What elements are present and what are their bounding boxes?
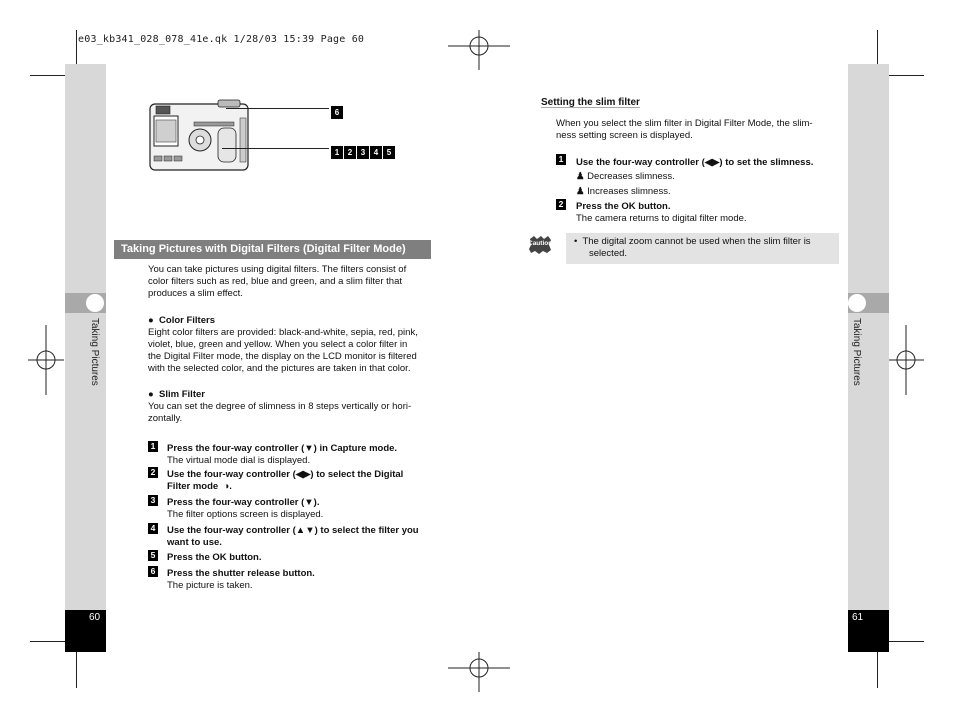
step-instruction: Press the OK button. [167, 552, 262, 563]
text-line: ness setting screen is displayed. [556, 130, 693, 141]
crop-mark [877, 652, 878, 688]
step-2 [148, 467, 438, 493]
step-3 [148, 495, 438, 521]
callout-line-bottom [222, 148, 329, 149]
callout-line-top [226, 108, 329, 109]
step-instruction-cont: want to use. [167, 537, 222, 548]
registration-mark-bottom [448, 652, 510, 692]
step-number: 2 [148, 467, 158, 478]
step-4 [148, 523, 438, 549]
callout-number: 2 [344, 146, 356, 159]
print-slug: e03_kb341_028_078_41e.qk 1/28/03 15:39 Page 60 [78, 34, 365, 45]
callout-number: 4 [370, 146, 382, 159]
right-heading: Setting the slim filter [541, 97, 640, 108]
step-result: The camera returns to digital filter mode. [576, 213, 747, 224]
registration-mark-left [28, 325, 64, 395]
step-instruction: Press the shutter release button. [167, 568, 315, 579]
text-line: You can take pictures using digital filters. The filters consist of [148, 264, 407, 275]
crop-mark [76, 652, 77, 688]
registration-mark-top [448, 30, 510, 70]
callout-number: 1 [331, 146, 343, 159]
step-number: 1 [148, 441, 158, 452]
caution-text [574, 236, 834, 260]
subheading: Color Filters [159, 315, 215, 326]
slim-filter-title [148, 389, 205, 401]
text-line: The digital zoom cannot be used when the slim filter is [582, 236, 811, 247]
right-step-1 [556, 154, 841, 198]
increase-row [576, 186, 841, 198]
registration-mark-right [888, 325, 924, 395]
bullet-icon: • [574, 236, 578, 247]
caution-box [566, 233, 839, 264]
caution-label: Caution [528, 240, 553, 247]
step-number: 6 [148, 566, 158, 577]
step-number: 1 [556, 154, 566, 165]
text-line: produces a slim effect. [148, 288, 243, 299]
step-instruction: Use the four-way controller (▲▼) to select the filter you [167, 525, 419, 536]
step-instruction: Press the four-way controller (▼). [167, 497, 320, 508]
right-page-number: 61 [852, 612, 864, 623]
step-result: The picture is taken. [167, 580, 253, 591]
slim-filter-text [148, 401, 438, 425]
left-tab-circle [86, 294, 104, 312]
step-number: 2 [556, 199, 566, 210]
text-line: zontally. [148, 413, 183, 424]
text-line: Filter mode [167, 481, 219, 492]
step-result: The virtual mode dial is displayed. [167, 455, 311, 466]
step-result: The filter options screen is displayed. [167, 509, 324, 520]
callout-number: 6 [331, 106, 343, 119]
decrease-row [576, 171, 841, 183]
camera-back-illustration [148, 98, 252, 178]
text-line: Decreases slimness. [587, 171, 675, 182]
color-filters-text [148, 327, 438, 375]
person-wide-icon: ♟ [576, 186, 585, 197]
callout-labels-top [331, 102, 343, 120]
right-step-2 [556, 199, 841, 225]
text-line: You can set the degree of slimness in 8 steps vertically or hori- [148, 401, 412, 412]
text-line: Increases slimness. [587, 186, 671, 197]
bullet-icon: ● [148, 389, 154, 400]
right-side-label: Taking Pictures [851, 318, 862, 386]
subheading: Slim Filter [159, 389, 205, 400]
text-line: When you select the slim filter in Digital Filter Mode, the slim- [556, 118, 813, 129]
digital-filter-icon: ◑ [223, 481, 230, 492]
crop-mark [76, 30, 77, 64]
step-instruction: Use the four-way controller (◀▶) to set the slimness. [576, 157, 814, 168]
text-line: selected. [589, 248, 628, 259]
step-number: 4 [148, 523, 158, 534]
text-line: color filters such as red, blue and green, and a slim filter that [148, 276, 402, 287]
left-page-number: 60 [89, 612, 101, 623]
bullet-icon: ● [148, 315, 154, 326]
step-1 [148, 441, 438, 467]
left-side-label: Taking Pictures [89, 318, 100, 386]
step-number: 5 [148, 550, 158, 561]
text-line: with the selected color, and the pictures are taken in that color. [148, 363, 411, 374]
callout-number: 5 [383, 146, 395, 159]
callout-number: 3 [357, 146, 369, 159]
step-instruction-cont [167, 481, 438, 493]
person-slim-icon: ♟ [576, 171, 585, 182]
text-line: the Digital Filter mode, the display on the LCD monitor is filtered [148, 351, 417, 362]
crop-mark [877, 30, 878, 64]
step-instruction: Press the four-way controller (▼) in Capture mode. [167, 443, 398, 454]
color-filters-title [148, 315, 215, 327]
step-6 [148, 566, 438, 592]
text-line: Eight color filters are provided: black-and-white, sepia, red, pink, [148, 327, 418, 338]
step-instruction: Use the four-way controller (◀▶) to select the Digital [167, 469, 404, 480]
right-intro [556, 118, 836, 142]
callout-labels-bottom [331, 142, 395, 160]
step-number: 3 [148, 495, 158, 506]
intro-paragraph [148, 264, 438, 300]
step-instruction: Press the OK button. [576, 201, 671, 212]
section-heading: Taking Pictures with Digital Filters (Digital Filter Mode) [114, 240, 431, 259]
caution-icon [528, 236, 552, 254]
text-line: violet, blue, green and yellow. When you select a color filter in [148, 339, 408, 350]
right-tab-circle [848, 294, 866, 312]
text-line: . [229, 481, 232, 492]
step-5 [148, 550, 438, 564]
